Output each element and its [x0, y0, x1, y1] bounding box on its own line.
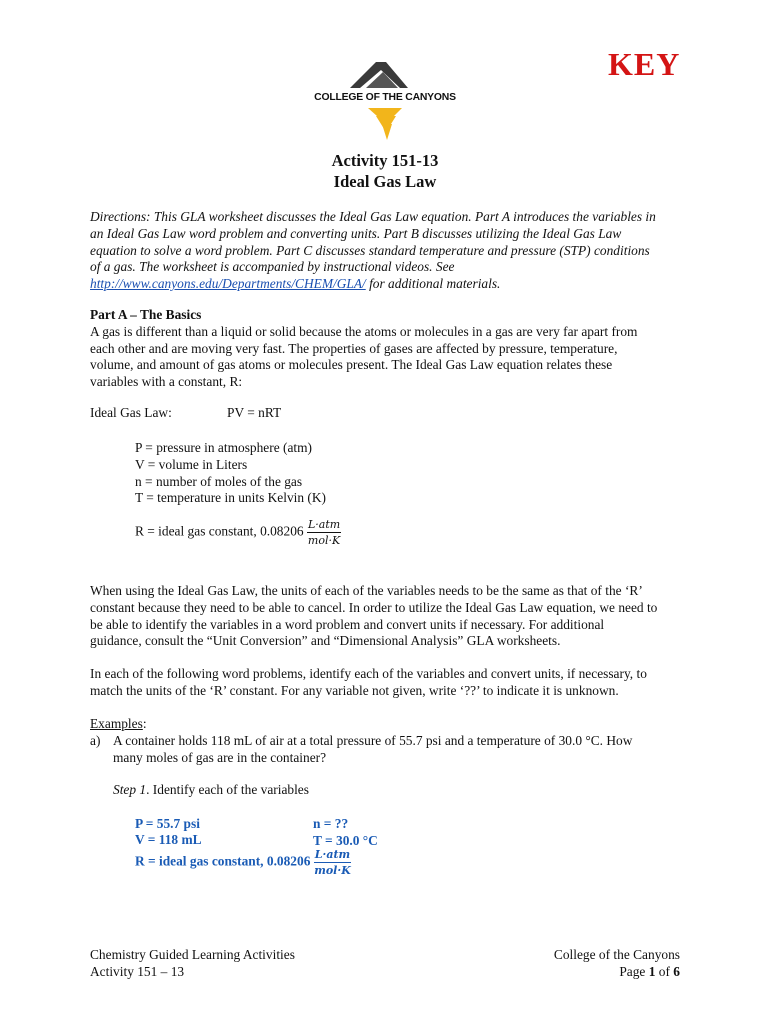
instructions-line: In each of the following word problems, identify each of the variables and convert units, if necessary, to: [90, 666, 647, 681]
r-units-fraction: [307, 518, 341, 547]
footer-left: [90, 946, 295, 980]
step-1-label: Step 1: [113, 782, 147, 797]
units-line: be able to identify the variables in a word problem and convert units if necessary. For additional: [90, 616, 605, 632]
instructions-line: match the units of the ‘R’ constant. For any variable not given, write ‘??’ to indicate it is unknown.: [90, 682, 619, 698]
examples-heading-text: Examples: [90, 716, 143, 731]
units-line: When using the Ideal Gas Law, the units of each of the variables needs to be the same as that of the ‘R’: [90, 583, 643, 598]
part-a-heading: Part A – The Basics: [90, 307, 202, 322]
step-1-text: . Identify each of the variables: [146, 782, 309, 797]
directions-line: equation to solve a word problem. Part C discusses standard temperature and pressure (STP) conditions: [90, 242, 650, 258]
examples-heading: [90, 716, 147, 733]
directions-suffix: for additional materials.: [365, 276, 501, 292]
activity-title: Activity 151-13: [331, 151, 439, 170]
example-a-line: many moles of gas are in the container?: [113, 749, 327, 765]
part-a-line: A gas is different than a liquid or solid because the atoms or molecules in a gas are very far apart from: [90, 323, 638, 339]
variable-definitions: [135, 440, 326, 507]
units-line: guidance, consult the “Unit Conversion” and “Dimensional Analysis” GLA worksheets.: [90, 633, 561, 649]
units-line: constant because they need to be able to cancel. In order to utilize the Ideal Gas Law equation, we need to: [90, 599, 658, 615]
footer-right: [554, 946, 680, 980]
directions-line: an Ideal Gas Law word problem and converting units. Part B discusses utilizing the Ideal Gas Law: [90, 225, 622, 241]
of-word: of: [655, 964, 674, 979]
example-t-value: T = 30.0 °C: [313, 833, 378, 848]
r-units-denominator: mol·K: [307, 534, 341, 547]
example-r-constant: [135, 848, 351, 877]
r-units-numerator: L·atm: [307, 518, 341, 531]
page-indicator: [554, 963, 680, 980]
r-constant-definition: [135, 518, 341, 547]
example-v-value: V = 118 mL: [135, 832, 202, 847]
footer-college: College of the Canyons: [553, 947, 680, 962]
instructions-paragraph: [90, 666, 690, 700]
examples-colon: :: [142, 716, 147, 731]
example-r-text: R = ideal gas constant, 0.08206: [135, 853, 311, 869]
gla-link[interactable]: http://www.canyons.edu/Departments/CHEM/GLA/: [90, 276, 366, 292]
variable-v: V = volume in Liters: [135, 456, 248, 472]
ideal-gas-law-equation: PV = nRT: [227, 405, 282, 420]
page-number: 1: [648, 964, 656, 979]
part-a-line: volume, and amount of gas atoms or molecules present. The Ideal Gas Law equation relates these: [90, 357, 613, 373]
example-a-label: a): [90, 733, 101, 748]
part-a-line: variables with a constant, R:: [90, 374, 243, 390]
variable-n: n = number of moles of the gas: [135, 473, 303, 489]
page-total: 6: [673, 964, 680, 979]
example-r-units-denominator: mol·K: [314, 864, 351, 877]
page-word: Page: [619, 964, 649, 979]
directions-paragraph: [90, 209, 690, 293]
variable-p: P = pressure in atmosphere (atm): [135, 440, 312, 455]
example-r-units-fraction: [314, 848, 351, 877]
step-1: [113, 782, 309, 799]
example-r-units-numerator: L·atm: [314, 848, 351, 861]
activity-subtitle: Ideal Gas Law: [333, 172, 437, 191]
logo-text: COLLEGE OF THE CANYONS: [314, 92, 456, 103]
variable-t: T = temperature in units Kelvin (K): [135, 490, 327, 506]
example-a-line: A container holds 118 mL of air at a total pressure of 55.7 psi and a temperature of 30.0 °C. How: [113, 733, 633, 748]
footer-course: Chemistry Guided Learning Activities: [90, 947, 295, 962]
footer-activity: Activity 151 – 13: [90, 964, 185, 979]
ideal-gas-law-label: Ideal Gas Law:: [90, 405, 172, 420]
units-paragraph: [90, 583, 690, 650]
part-a-line: each other and are moving very fast. The properties of gases are affected by pressure, temperature,: [90, 340, 618, 356]
directions-line: of a gas. The worksheet is accompanied by instructional videos. See: [90, 259, 455, 275]
directions-line: Directions: This GLA worksheet discusses the Ideal Gas Law equation. Part A introduces the variables in: [90, 209, 656, 224]
part-a-section: [90, 307, 690, 391]
example-n-value: n = ??: [313, 816, 349, 831]
key-label: KEY: [608, 46, 681, 82]
example-a-question: [113, 733, 693, 767]
r-constant-text: R = ideal gas constant, 0.08206: [135, 523, 304, 539]
example-p-value: P = 55.7 psi: [135, 816, 200, 831]
